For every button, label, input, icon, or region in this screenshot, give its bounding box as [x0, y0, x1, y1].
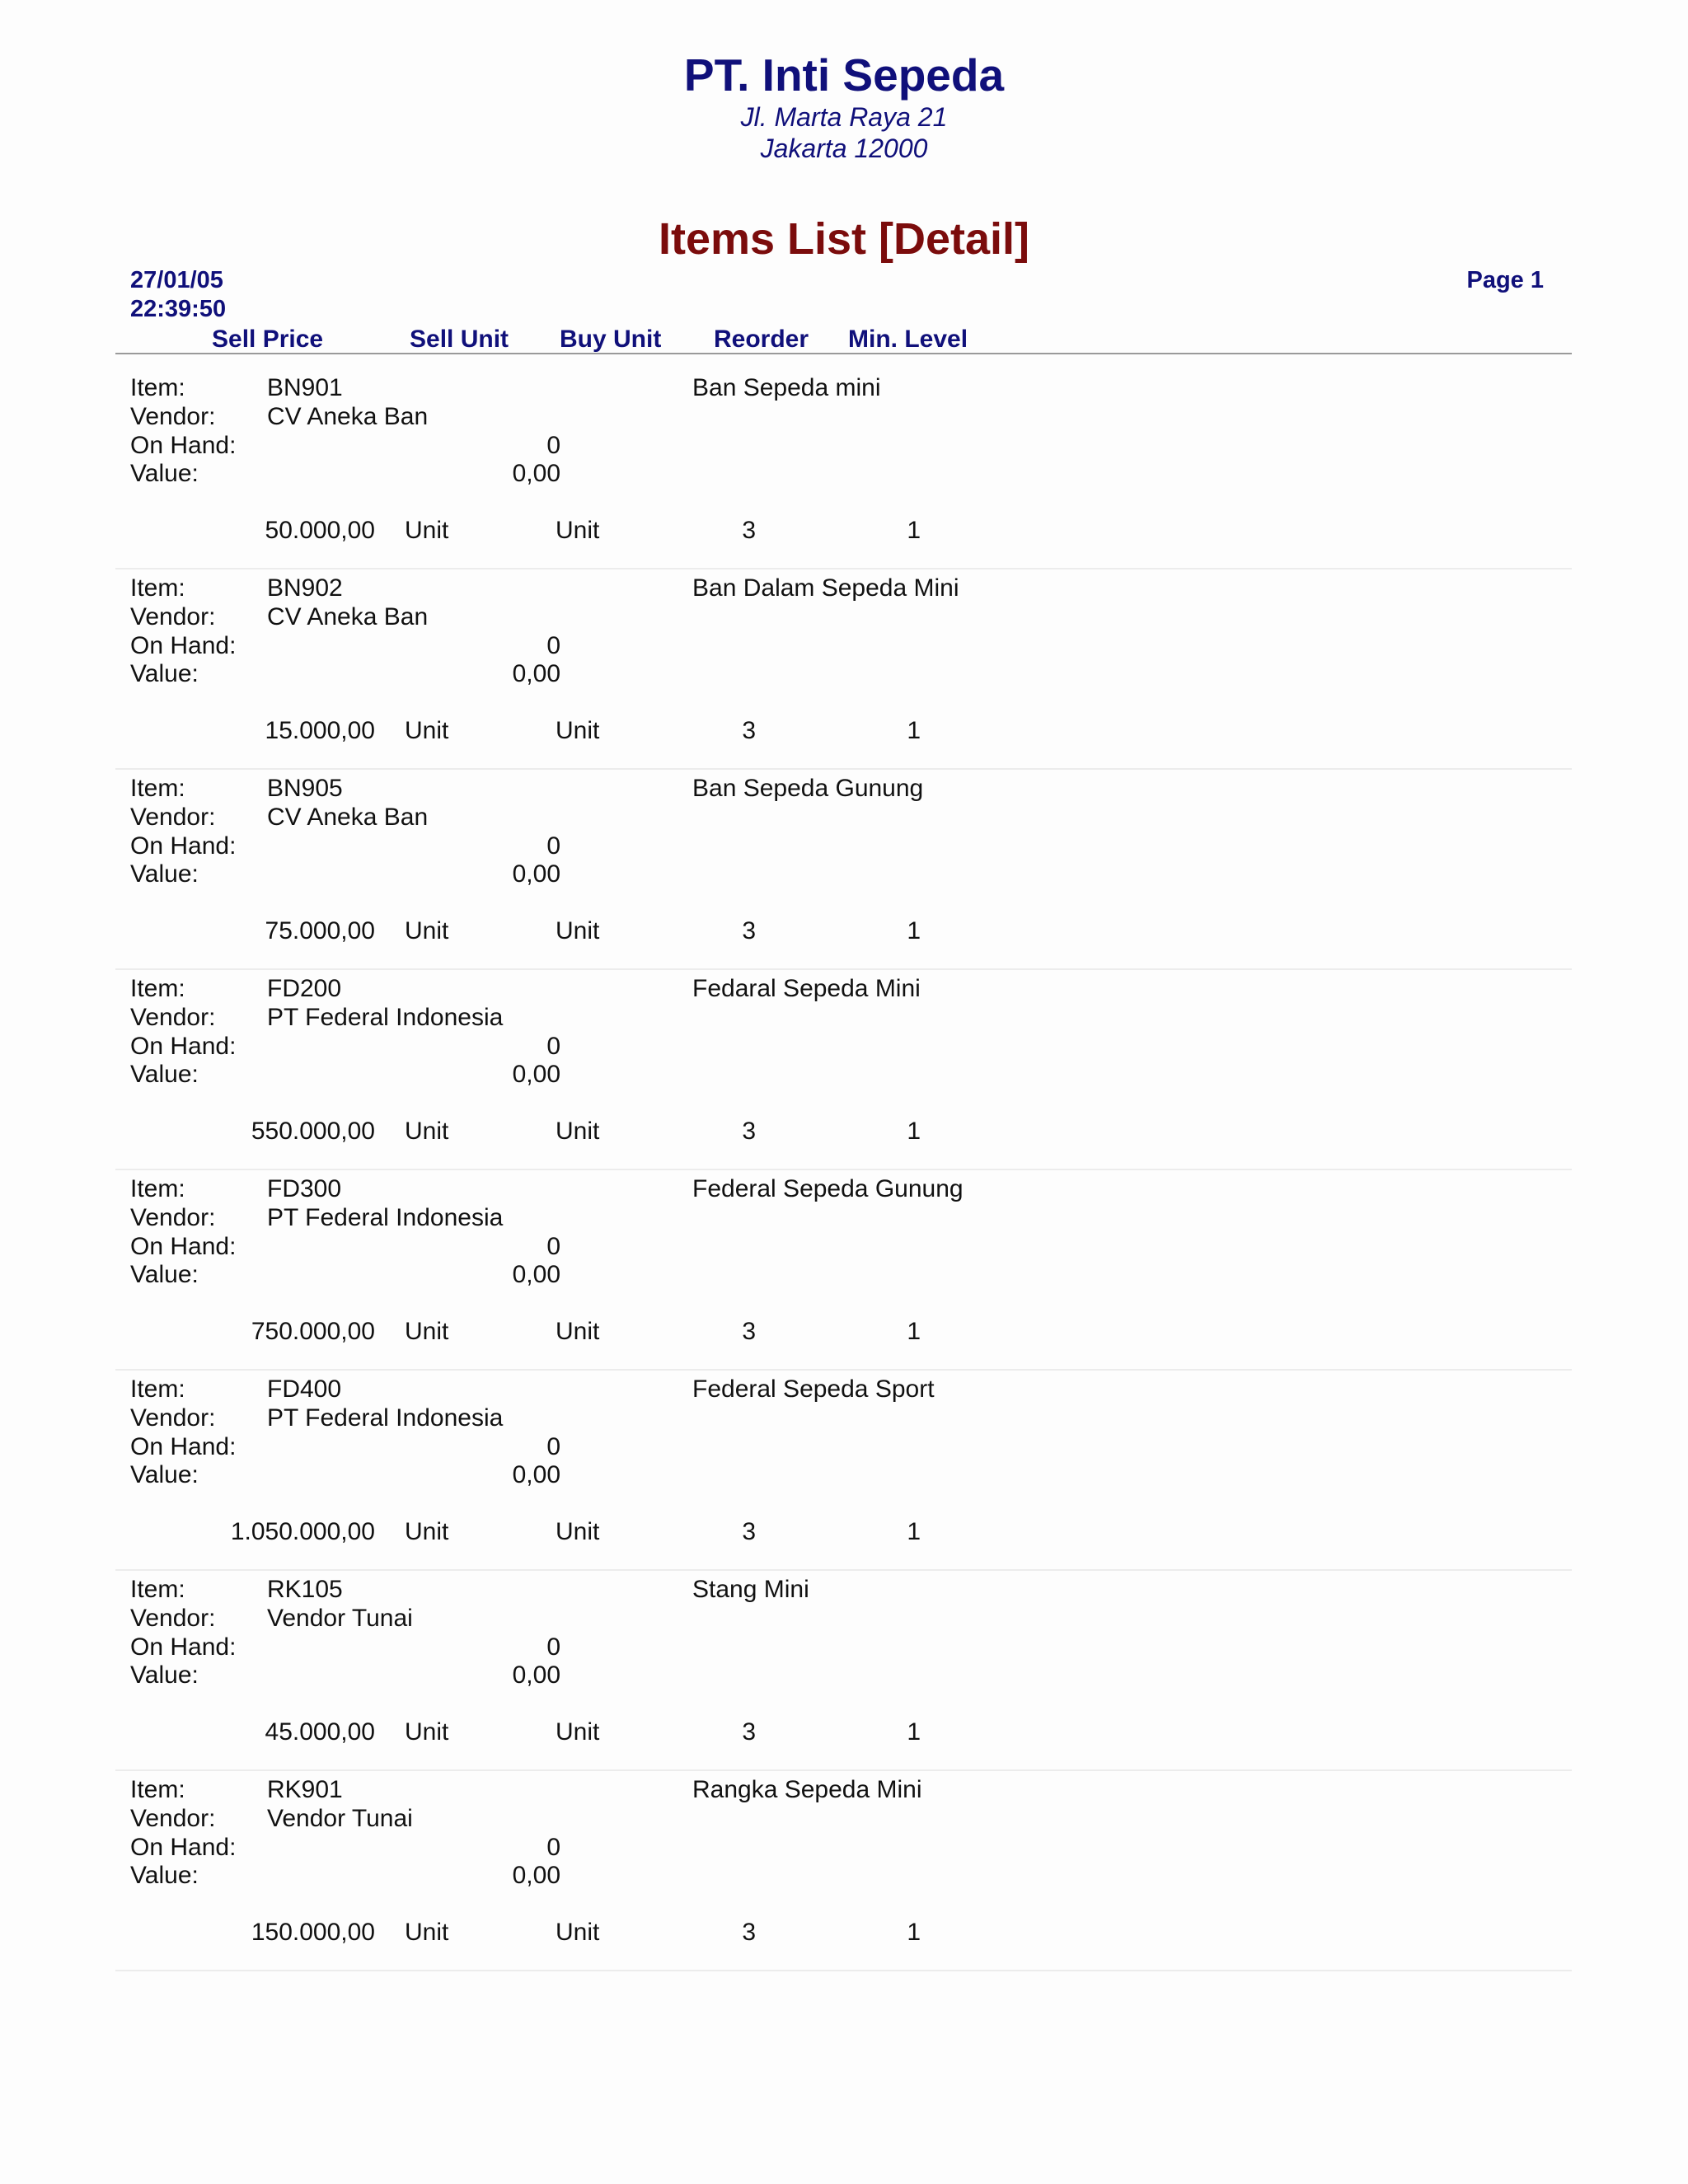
item-label: Item:: [130, 1776, 185, 1803]
item-value: 0,00: [512, 1261, 560, 1288]
item-value: 0,00: [512, 1061, 560, 1088]
item-description: Federal Sepeda Gunung: [692, 1175, 964, 1202]
item-code: BN905: [267, 775, 343, 802]
vendor-label: Vendor:: [130, 1404, 216, 1432]
vendor-name: Vendor Tunai: [267, 1605, 413, 1632]
min-level-qty: 1: [907, 1718, 921, 1746]
vendor-label: Vendor:: [130, 603, 216, 630]
column-header-buy-unit: Buy Unit: [560, 326, 662, 353]
on-hand-label: On Hand:: [130, 432, 237, 459]
report-time: 22:39:50: [130, 296, 227, 322]
min-level-qty: 1: [907, 1118, 921, 1145]
on-hand-qty: 0: [546, 432, 560, 459]
vendor-name: PT Federal Indonesia: [267, 1004, 504, 1031]
sell-unit: Unit: [405, 1718, 449, 1746]
item-value: 0,00: [512, 1661, 560, 1689]
on-hand-qty: 0: [546, 1633, 560, 1661]
vendor-name: CV Aneka Ban: [267, 804, 429, 831]
column-header-reorder: Reorder: [714, 326, 809, 353]
buy-unit: Unit: [556, 717, 600, 744]
company-address-line2: Jakarta 12000: [760, 134, 928, 163]
vendor-name: PT Federal Indonesia: [267, 1404, 504, 1432]
item-label: Item:: [130, 1175, 185, 1202]
item-code: RK901: [267, 1776, 343, 1803]
buy-unit: Unit: [556, 1318, 600, 1345]
buy-unit: Unit: [556, 1718, 600, 1746]
sell-price: 45.000,00: [265, 1718, 375, 1746]
item-record-body: [115, 1170, 1572, 1369]
value-label: Value:: [130, 660, 199, 687]
on-hand-qty: 0: [546, 1834, 560, 1861]
sell-unit: Unit: [405, 1919, 449, 1946]
value-label: Value:: [130, 860, 199, 888]
value-label: Value:: [130, 1261, 199, 1288]
item-record-body: [115, 369, 1572, 568]
item-record: [115, 354, 1572, 569]
item-label: Item:: [130, 1576, 185, 1603]
item-description: Rangka Sepeda Mini: [692, 1776, 922, 1803]
vendor-label: Vendor:: [130, 1204, 216, 1231]
company-address-line1: Jl. Marta Raya 21: [740, 102, 948, 132]
reorder-qty: 3: [742, 1118, 756, 1145]
item-record: [115, 770, 1572, 970]
sell-price: 150.000,00: [251, 1919, 375, 1946]
buy-unit: Unit: [556, 917, 600, 944]
column-header-sell-price: Sell Price: [212, 326, 324, 353]
on-hand-label: On Hand:: [130, 832, 237, 860]
vendor-label: Vendor:: [130, 403, 216, 430]
sell-unit: Unit: [405, 1118, 449, 1145]
vendor-name: CV Aneka Ban: [267, 403, 429, 430]
item-record: [115, 1571, 1572, 1771]
company-name: PT. Inti Sepeda: [683, 49, 1005, 101]
report-date: 27/01/05: [130, 267, 223, 293]
item-code: FD300: [267, 1175, 342, 1202]
min-level-qty: 1: [907, 717, 921, 744]
reorder-qty: 3: [742, 1718, 756, 1746]
column-header-min-level: Min. Level: [848, 326, 968, 353]
sell-price: 750.000,00: [251, 1318, 375, 1345]
item-label: Item:: [130, 574, 185, 602]
sell-unit: Unit: [405, 717, 449, 744]
item-description: Stang Mini: [692, 1576, 809, 1603]
on-hand-qty: 0: [546, 1033, 560, 1060]
item-value: 0,00: [512, 1461, 560, 1488]
sell-unit: Unit: [405, 917, 449, 944]
item-description: Ban Sepeda Gunung: [692, 775, 924, 802]
on-hand-qty: 0: [546, 1233, 560, 1260]
item-record-body: [115, 770, 1572, 968]
item-record-body: [115, 1571, 1572, 1769]
item-label: Item:: [130, 975, 185, 1002]
item-value: 0,00: [512, 860, 560, 888]
min-level-qty: 1: [907, 1919, 921, 1946]
sell-unit: Unit: [405, 1318, 449, 1345]
on-hand-label: On Hand:: [130, 1233, 237, 1260]
item-code: FD200: [267, 975, 342, 1002]
buy-unit: Unit: [556, 517, 600, 544]
value-label: Value:: [130, 1461, 199, 1488]
item-value: 0,00: [512, 1862, 560, 1889]
item-description: Fedaral Sepeda Mini: [692, 975, 921, 1002]
sell-price: 50.000,00: [265, 517, 375, 544]
sell-price: 15.000,00: [265, 717, 375, 744]
item-record-body: [115, 1371, 1572, 1569]
sell-unit: Unit: [405, 517, 449, 544]
item-description: Federal Sepeda Sport: [692, 1376, 935, 1403]
item-record: [115, 569, 1572, 770]
on-hand-qty: 0: [546, 832, 560, 860]
item-label: Item:: [130, 1376, 185, 1403]
item-record-body: [115, 970, 1572, 1169]
sell-price: 1.050.000,00: [230, 1518, 375, 1545]
on-hand-label: On Hand:: [130, 632, 237, 659]
report-title: Items List [Detail]: [658, 214, 1030, 264]
on-hand-qty: 0: [546, 632, 560, 659]
buy-unit: Unit: [556, 1919, 600, 1946]
vendor-label: Vendor:: [130, 804, 216, 831]
vendor-name: PT Federal Indonesia: [267, 1204, 504, 1231]
column-header-sell-unit: Sell Unit: [410, 326, 509, 353]
item-code: BN901: [267, 374, 343, 401]
buy-unit: Unit: [556, 1118, 600, 1145]
vendor-name: CV Aneka Ban: [267, 603, 429, 630]
on-hand-label: On Hand:: [130, 1633, 237, 1661]
min-level-qty: 1: [907, 517, 921, 544]
reorder-qty: 3: [742, 517, 756, 544]
item-record-body: [115, 569, 1572, 768]
item-code: RK105: [267, 1576, 343, 1603]
item-description: Ban Sepeda mini: [692, 374, 881, 401]
on-hand-label: On Hand:: [130, 1433, 237, 1460]
item-description: Ban Dalam Sepeda Mini: [692, 574, 959, 602]
sell-price: 75.000,00: [265, 917, 375, 944]
reorder-qty: 3: [742, 1919, 756, 1946]
item-value: 0,00: [512, 660, 560, 687]
item-label: Item:: [130, 775, 185, 802]
reorder-qty: 3: [742, 917, 756, 944]
item-record: [115, 1371, 1572, 1571]
value-label: Value:: [130, 1661, 199, 1689]
vendor-label: Vendor:: [130, 1805, 216, 1832]
item-records: [115, 354, 1572, 1971]
item-code: BN902: [267, 574, 343, 602]
item-value: 0,00: [512, 460, 560, 487]
sell-unit: Unit: [405, 1518, 449, 1545]
on-hand-label: On Hand:: [130, 1834, 237, 1861]
sell-price: 550.000,00: [251, 1118, 375, 1145]
vendor-label: Vendor:: [130, 1605, 216, 1632]
item-code: FD400: [267, 1376, 342, 1403]
reorder-qty: 3: [742, 1318, 756, 1345]
page-number: Page 1: [1466, 267, 1544, 293]
value-label: Value:: [130, 1862, 199, 1889]
item-record: [115, 1771, 1572, 1971]
value-label: Value:: [130, 1061, 199, 1088]
buy-unit: Unit: [556, 1518, 600, 1545]
item-record: [115, 970, 1572, 1170]
min-level-qty: 1: [907, 1518, 921, 1545]
min-level-qty: 1: [907, 917, 921, 944]
on-hand-label: On Hand:: [130, 1033, 237, 1060]
reorder-qty: 3: [742, 1518, 756, 1545]
value-label: Value:: [130, 460, 199, 487]
vendor-name: Vendor Tunai: [267, 1805, 413, 1832]
item-label: Item:: [130, 374, 185, 401]
item-record-body: [115, 1771, 1572, 1970]
on-hand-qty: 0: [546, 1433, 560, 1460]
reorder-qty: 3: [742, 717, 756, 744]
min-level-qty: 1: [907, 1318, 921, 1345]
item-record: [115, 1170, 1572, 1371]
vendor-label: Vendor:: [130, 1004, 216, 1031]
